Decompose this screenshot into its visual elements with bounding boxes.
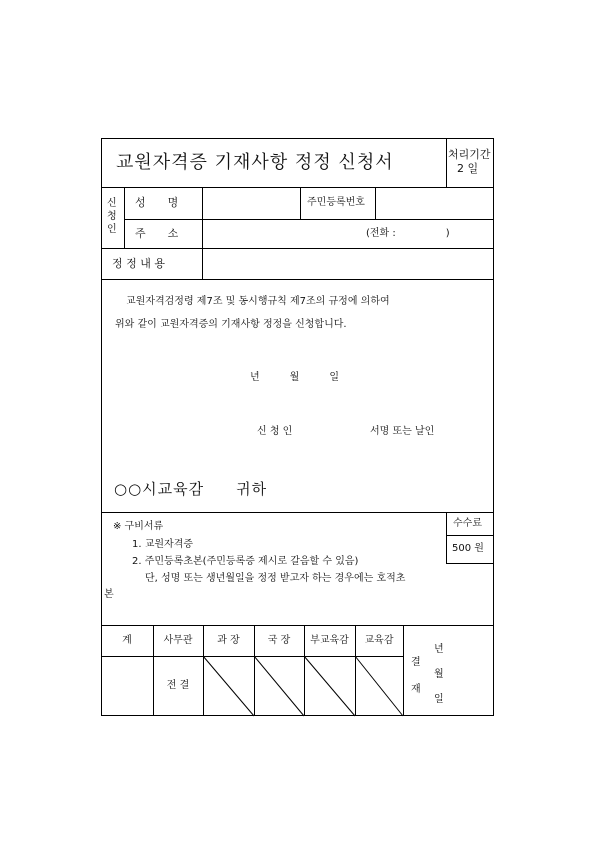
applicant-label-1: 신 xyxy=(107,198,117,209)
approval-col-gye: 계 xyxy=(122,635,132,646)
address-label: 주 소 xyxy=(135,227,179,240)
name-label: 성 명 xyxy=(135,196,179,209)
diagonal-superintendent xyxy=(355,656,403,716)
correction-value[interactable] xyxy=(206,258,486,272)
document-note-2: 본 xyxy=(104,589,114,600)
approval-col-section-chief: 과 장 xyxy=(217,635,240,646)
fee-label: 수수료 xyxy=(453,518,482,529)
resident-number-label: 주민등록번호 xyxy=(307,197,365,208)
approval-col-clerk: 사무관 xyxy=(163,635,193,646)
approval-side-label-1: 결 xyxy=(411,657,421,668)
document-item-1: 1. 교원자격증 xyxy=(132,539,194,550)
approval-date-day: 일 xyxy=(434,694,444,705)
processing-period-value: 2 일 xyxy=(457,162,479,175)
document-item-2: 2. 주민등록초본(주민등록증 제시로 갈음할 수 있음) xyxy=(132,556,359,567)
approval-col-bureau-chief: 국 장 xyxy=(267,635,291,646)
documents-heading: ※ 구비서류 xyxy=(113,521,164,532)
applicant-label-2: 청 xyxy=(107,211,117,222)
statement-line-1: 교원자격검정령 제7조 및 동시행규칙 제7조의 규정에 의하여 xyxy=(126,296,390,307)
recipient: ○○시교육감 귀하 xyxy=(114,480,268,498)
name-value[interactable] xyxy=(206,197,296,211)
approval-col-superintendent: 교육감 xyxy=(364,635,394,646)
date-text: 년 월 일 xyxy=(250,372,339,383)
approval-side-label-2: 재 xyxy=(411,684,421,695)
approval-col-deputy: 부교육감 xyxy=(310,635,349,646)
statement-line-2: 위와 같이 교원자격증의 기재사항 정정을 신청합니다. xyxy=(115,319,347,330)
clerk-sign: 전 결 xyxy=(166,680,190,691)
approval-date-year: 년 xyxy=(434,644,444,655)
diagonal-section-chief xyxy=(203,656,254,716)
fee-value: 500 원 xyxy=(452,543,484,554)
diagonal-deputy xyxy=(304,656,355,716)
document-note-1: 단, 성명 또는 생년월일을 정정 받고자 하는 경우에는 호적초 xyxy=(145,573,406,584)
phone-text: (전화 : ) xyxy=(366,228,450,239)
approval-date-month: 월 xyxy=(434,669,444,680)
correction-label: 정 정 내 용 xyxy=(112,257,165,270)
resident-number-value[interactable] xyxy=(380,197,490,211)
applicant-label-3: 인 xyxy=(107,224,117,235)
diagonal-bureau-chief xyxy=(254,656,304,716)
processing-period-label: 처리기간 xyxy=(448,148,491,161)
address-value[interactable] xyxy=(206,228,356,242)
signature-text: 서명 또는 날인 xyxy=(370,426,435,437)
applicant-sign-label: 신 청 인 xyxy=(257,426,293,437)
form-title: 교원자격증 기재사항 정정 신청서 xyxy=(116,152,394,173)
